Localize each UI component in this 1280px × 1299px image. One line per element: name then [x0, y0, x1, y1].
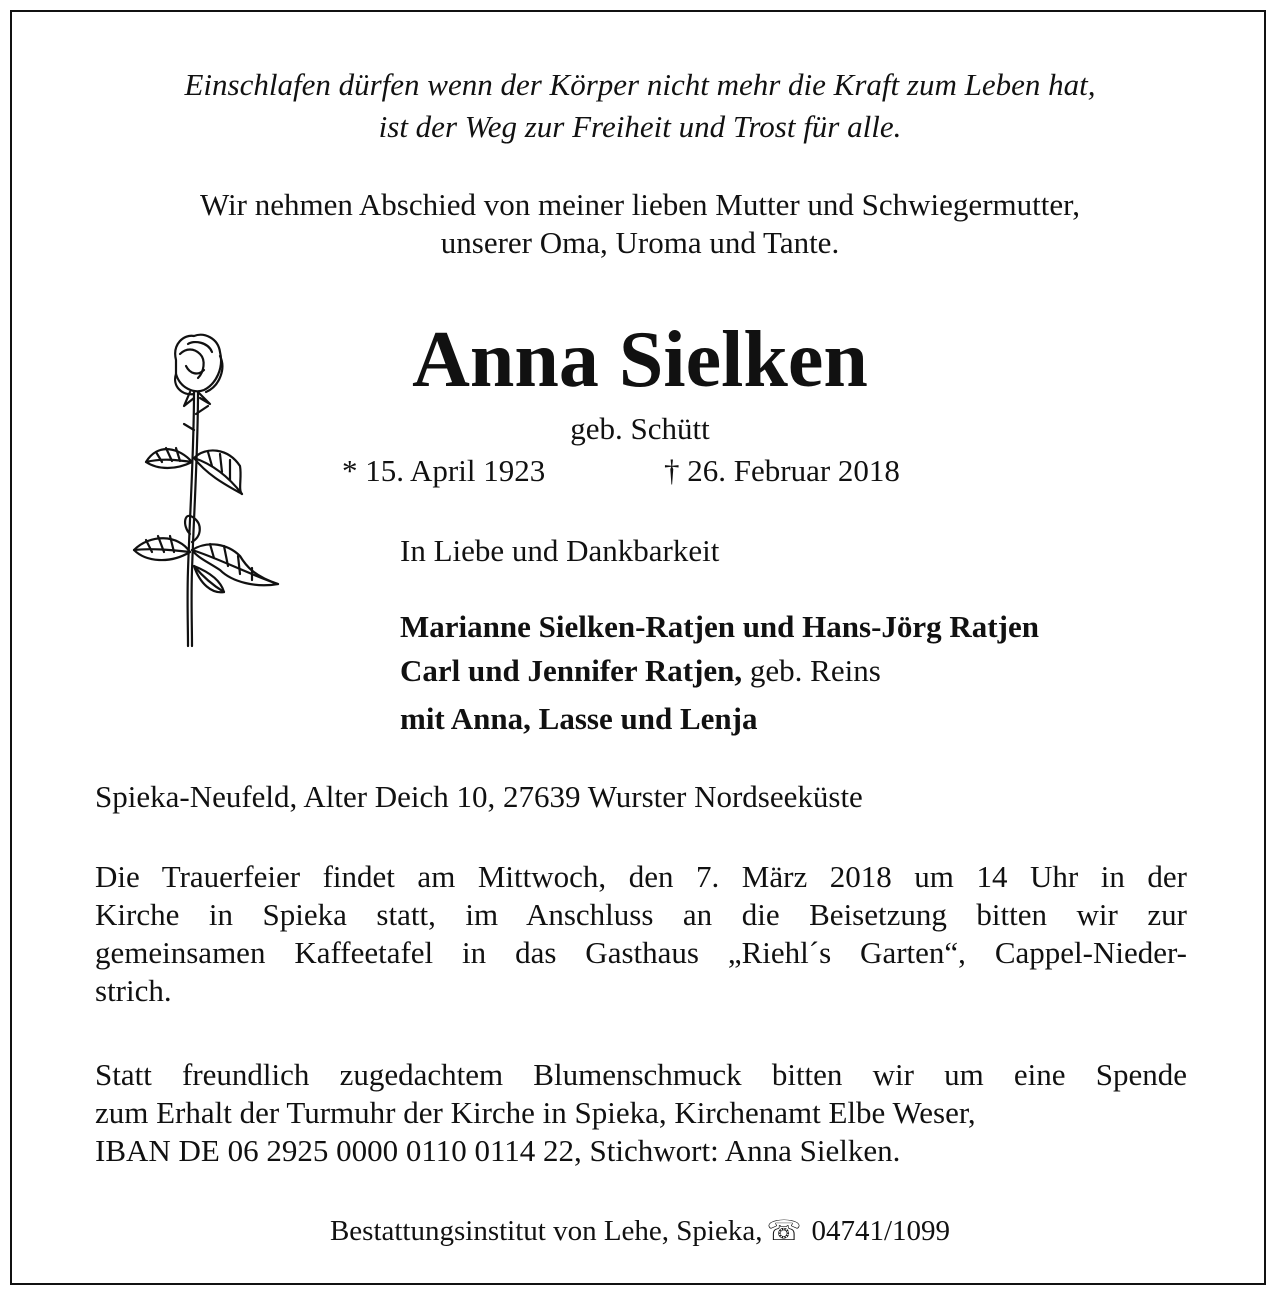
- intro-line-2: unserer Oma, Uroma und Tante.: [440, 225, 840, 260]
- address: Spieka-Neufeld, Alter Deich 10, 27639 Wurster Nordseeküste: [95, 779, 863, 814]
- birth-date: * 15. April 1923: [342, 453, 546, 488]
- donation-line-2: zum Erhalt der Turmuhr der Kirche in Spieka, Kirchenamt Elbe Weser,: [95, 1095, 976, 1130]
- death-date: † 26. Februar 2018: [664, 453, 900, 488]
- donation-line-3: IBAN DE 06 2925 0000 0110 0114 22, Stichwort: Anna Sielken.: [95, 1133, 901, 1168]
- mourner-line-2-names: Carl und Jennifer Ratjen,: [400, 653, 743, 688]
- maiden-name: geb. Schütt: [570, 411, 710, 446]
- donation-paragraph: [95, 1056, 1187, 1170]
- phone-number: 04741/1099: [811, 1215, 951, 1247]
- motto-line-1: Einschlafen dürfen wenn der Körper nicht mehr die Kraft zum Leben hat,: [184, 67, 1096, 102]
- donation-line-1: Statt freundlich zugedachtem Blumenschmuck bitten wir um eine Spende: [95, 1057, 1187, 1092]
- funeral-line-4: strich.: [95, 973, 172, 1008]
- deceased-name: Anna Sielken: [412, 316, 868, 404]
- mourner-line-1: Marianne Sielken-Ratjen und Hans-Jörg Ratjen: [400, 609, 1039, 644]
- funeral-line-1: Die Trauerfeier findet am Mittwoch, den 7. März 2018 um 14 Uhr in der: [95, 859, 1187, 894]
- telephone-icon: ☏: [766, 1216, 802, 1247]
- greeting: In Liebe und Dankbarkeit: [400, 533, 720, 568]
- mourner-line-3: mit Anna, Lasse und Lenja: [400, 701, 758, 736]
- footer: [0, 1212, 1280, 1251]
- undertaker: Bestattungsinstitut von Lehe, Spieka,: [329, 1215, 763, 1247]
- motto-line-2: ist der Weg zur Freiheit und Trost für alle.: [378, 109, 902, 144]
- funeral-paragraph: [95, 858, 1187, 1010]
- funeral-line-3: gemeinsamen Kaffeetafel in das Gasthaus „Riehl´s Garten“, Cappel-Nieder-: [95, 935, 1187, 970]
- mourner-line-2: [400, 652, 881, 690]
- funeral-line-2: Kirche in Spieka statt, im Anschluss an die Beisetzung bitten wir zur: [95, 897, 1187, 932]
- mourner-line-2-maiden: geb. Reins: [742, 653, 881, 688]
- intro-line-1: Wir nehmen Abschied von meiner lieben Mutter und Schwiegermutter,: [200, 187, 1080, 222]
